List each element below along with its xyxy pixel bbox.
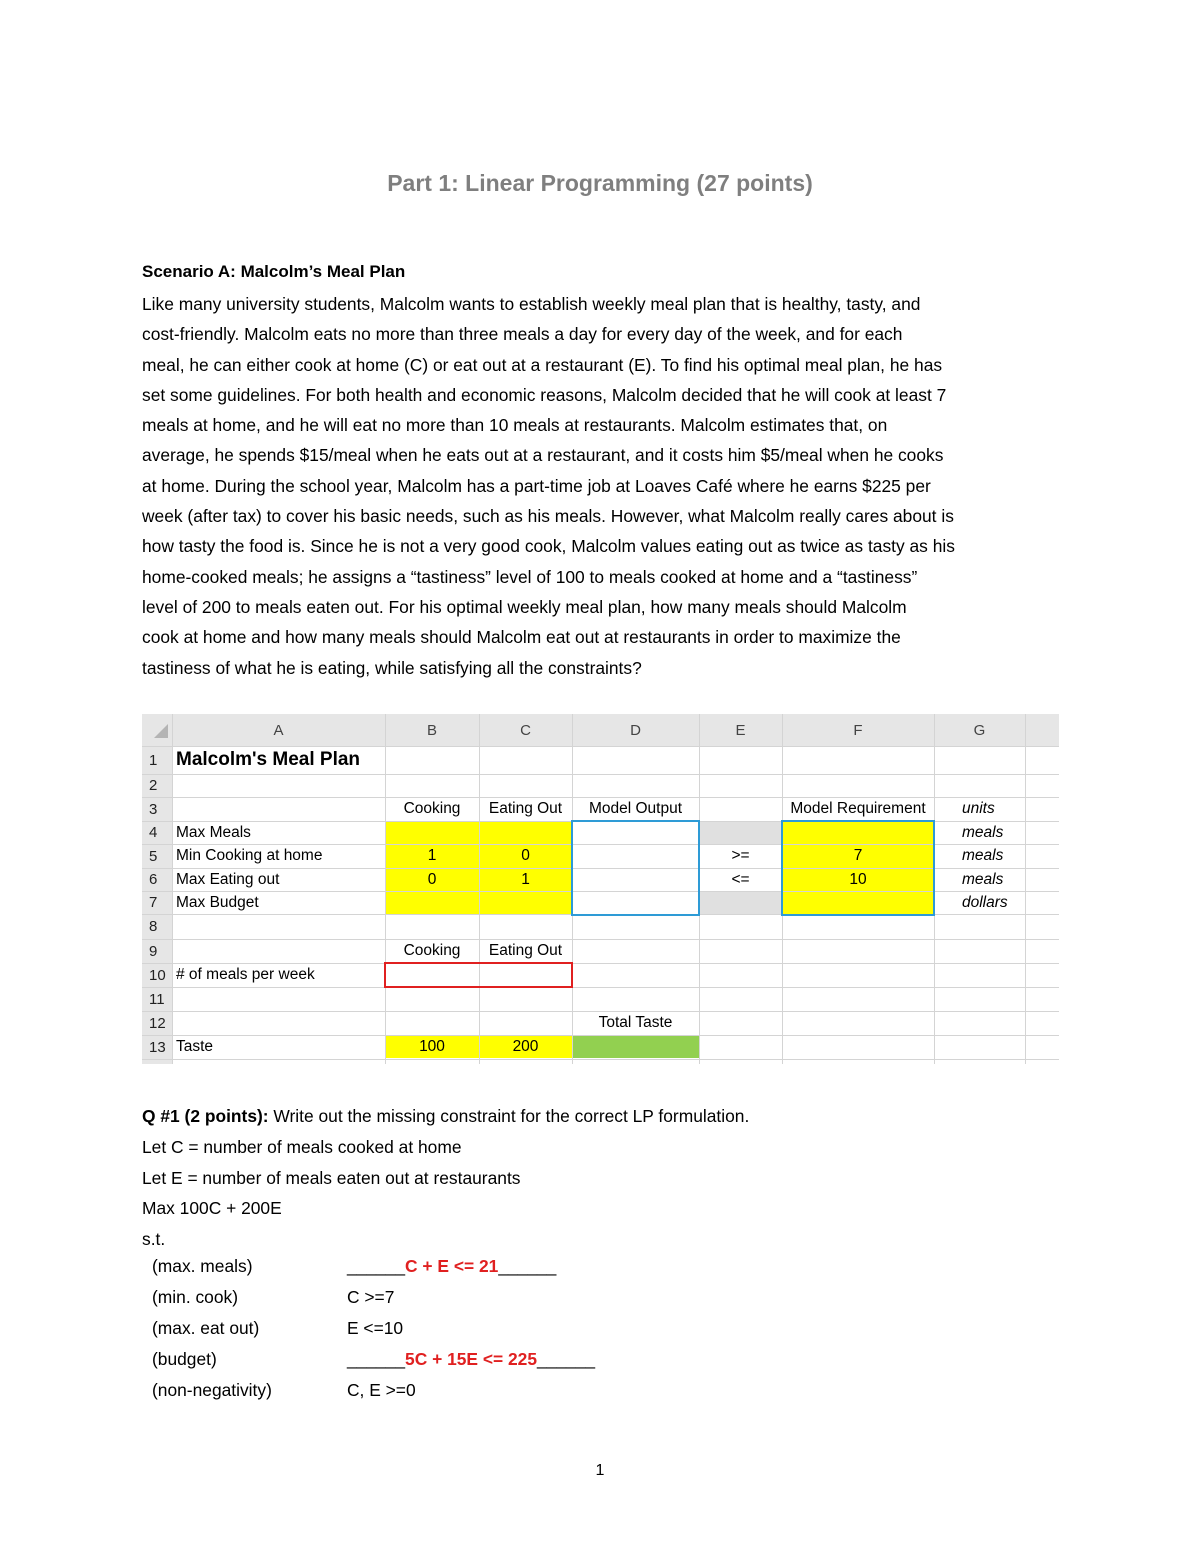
row-number: 12 bbox=[149, 1014, 166, 1032]
paragraph-line: at home. During the school year, Malcolm has a part-time job at Loaves Café where he earns $225 per bbox=[142, 475, 931, 496]
requirement-cell: 10 bbox=[849, 870, 867, 888]
coefficient-cell: 1 bbox=[427, 847, 437, 864]
sign-cell: <= bbox=[731, 870, 750, 888]
page-number: 1 bbox=[595, 1462, 605, 1479]
answer-blank: ______ bbox=[498, 1256, 557, 1276]
question-line bbox=[142, 1101, 1062, 1132]
answer-text: 5C + 15E <= 225 bbox=[405, 1349, 538, 1369]
row-number: 5 bbox=[149, 847, 158, 865]
answer-blank: ______ bbox=[347, 1256, 406, 1276]
paragraph-line: meals at home, and he will eat no more than 10 meals at restaurants. Malcolm estimates that, on bbox=[142, 415, 888, 436]
column-header-b: B bbox=[426, 721, 437, 739]
label-cell-meals-per-week: # of meals per week bbox=[176, 966, 315, 983]
spreadsheet-screenshot bbox=[142, 714, 1059, 1064]
unit-cell: meals bbox=[962, 847, 1004, 864]
column-header-a: A bbox=[273, 721, 284, 739]
constraint-value: C, E >=0 bbox=[347, 1380, 416, 1400]
paragraph-line: cook at home and how many meals should Malcolm eat out at restaurants in order to maximize the bbox=[142, 627, 901, 648]
header-cell-model-output: Model Output bbox=[588, 800, 683, 817]
objective-line: Max 100C + 200E bbox=[142, 1198, 282, 1219]
constraint-name: (max. eat out) bbox=[152, 1318, 260, 1338]
page-title: Part 1: Linear Programming (27 points) bbox=[387, 170, 813, 196]
header-cell-eating-out: Eating Out bbox=[488, 800, 563, 817]
constraint-name: (budget) bbox=[152, 1349, 217, 1369]
let-c-line: Let C = number of meals cooked at home bbox=[142, 1136, 462, 1157]
grid-line bbox=[142, 774, 1059, 775]
paragraph-line: Like many university students, Malcolm wants to establish weekly meal plan that is healthy, tasty, and bbox=[142, 294, 921, 314]
row-number: 9 bbox=[149, 942, 158, 960]
column-header-f: F bbox=[853, 721, 863, 739]
constraint-value: E <=10 bbox=[347, 1318, 404, 1338]
constraint-answer bbox=[347, 1256, 556, 1277]
total-taste-fill bbox=[572, 1035, 699, 1058]
constraint-name: (non-negativity) bbox=[152, 1380, 272, 1400]
row-number: 1 bbox=[149, 751, 158, 769]
constraint-value: C >=7 bbox=[347, 1287, 395, 1307]
column-header-c: C bbox=[520, 721, 531, 739]
header-cell-model-requirement: Model Requirement bbox=[790, 800, 926, 817]
answer-blank: ______ bbox=[347, 1349, 406, 1369]
paragraph-line: home-cooked meals; he assigns a “tastiness” level of 100 to meals cooked at home and a “tastiness” bbox=[142, 566, 918, 587]
header-cell-eating-out: Eating Out bbox=[488, 942, 563, 959]
row-number: 4 bbox=[149, 824, 158, 841]
question-1 bbox=[142, 1101, 1062, 1255]
sign-cell-fill bbox=[699, 821, 782, 844]
row-number: 2 bbox=[149, 777, 158, 794]
paragraph-line: average, he spends $15/meal when he eats out at a restaurant, and it costs him $5/meal when he cooks bbox=[142, 445, 944, 466]
requirement-cell: 7 bbox=[853, 847, 863, 864]
answer-blank: ______ bbox=[537, 1349, 596, 1369]
header-cell-cooking: Cooking bbox=[403, 800, 461, 817]
question-label: Q #1 (2 points): bbox=[142, 1106, 269, 1126]
decision-variable-range bbox=[384, 962, 573, 988]
column-header-e: E bbox=[735, 721, 746, 739]
sign-cell: >= bbox=[731, 847, 750, 864]
let-e-line: Let E = number of meals eaten out at restaurants bbox=[142, 1167, 521, 1188]
header-cell-cooking: Cooking bbox=[403, 942, 461, 959]
header-cell-units: units bbox=[962, 800, 995, 817]
column-header-d: D bbox=[630, 721, 641, 739]
label-cell-max-meals: Max Meals bbox=[176, 823, 251, 841]
label-cell-max-budget: Max Budget bbox=[176, 893, 259, 911]
row-number: 8 bbox=[149, 918, 158, 935]
paragraph-line: set some guidelines. For both health and economic reasons, Malcolm decided that he will cook at least 7 bbox=[142, 384, 947, 405]
column-header-g: G bbox=[973, 721, 986, 739]
unit-cell: meals bbox=[962, 823, 1004, 841]
row-number: 3 bbox=[149, 800, 158, 818]
label-cell-max-eating-out: Max Eating out bbox=[176, 870, 280, 888]
label-cell-min-cooking: Min Cooking at home bbox=[176, 847, 323, 864]
coefficient-cell: 0 bbox=[521, 847, 530, 864]
row-number: 13 bbox=[149, 1038, 166, 1056]
row-number: 10 bbox=[149, 966, 166, 984]
row-number: 11 bbox=[149, 990, 165, 1008]
sheet-title-cell: Malcolm's Meal Plan bbox=[176, 749, 361, 770]
coefficient-cell: 0 bbox=[427, 870, 437, 888]
taste-value-cell: 100 bbox=[419, 1038, 445, 1055]
header-cell-total-taste: Total Taste bbox=[598, 1014, 673, 1031]
scenario-heading: Scenario A: Malcolm’s Meal Plan bbox=[142, 262, 406, 281]
paragraph-line: meal, he can either cook at home (C) or eat out at a restaurant (E). To find his optimal meal plan, he has bbox=[142, 354, 943, 375]
grid-line bbox=[142, 939, 1059, 940]
row-number: 7 bbox=[149, 894, 158, 911]
constraint-name: (min. cook) bbox=[152, 1287, 239, 1307]
paragraph-line: tastiness of what he is eating, while satisfying all the constraints? bbox=[142, 657, 642, 678]
select-all-corner-icon bbox=[154, 724, 168, 738]
constraint-name: (max. meals) bbox=[152, 1256, 253, 1276]
unit-cell: dollars bbox=[962, 893, 1008, 911]
row-number: 6 bbox=[149, 871, 158, 888]
paragraph-line: cost-friendly. Malcolm eats no more than three meals a day for every day of the week, and for each bbox=[142, 324, 903, 345]
subject-to-line: s.t. bbox=[142, 1229, 166, 1250]
paragraph-line: level of 200 to meals eaten out. For his optimal weekly meal plan, how many meals should Malcolm bbox=[142, 596, 907, 617]
model-output-range bbox=[571, 820, 700, 916]
answer-text: C + E <= 21 bbox=[405, 1256, 499, 1276]
scenario-paragraph bbox=[142, 289, 1062, 683]
unit-cell: meals bbox=[962, 870, 1004, 888]
paragraph-line: how tasty the food is. Since he is not a very good cook, Malcolm values eating out as twice as tasty as his bbox=[142, 536, 955, 557]
coefficient-cell: 1 bbox=[521, 870, 530, 888]
grid-line bbox=[142, 987, 1059, 988]
question-text: Write out the missing constraint for the correct LP formulation. bbox=[268, 1106, 750, 1126]
sign-cell-fill bbox=[699, 891, 782, 914]
constraint-answer bbox=[347, 1349, 595, 1370]
paragraph-line: week (after tax) to cover his basic needs, such as his meals. However, what Malcolm really cares about is bbox=[142, 506, 954, 527]
grid-line bbox=[142, 1059, 1059, 1060]
taste-value-cell: 200 bbox=[512, 1038, 539, 1055]
label-cell-taste: Taste bbox=[176, 1038, 214, 1055]
